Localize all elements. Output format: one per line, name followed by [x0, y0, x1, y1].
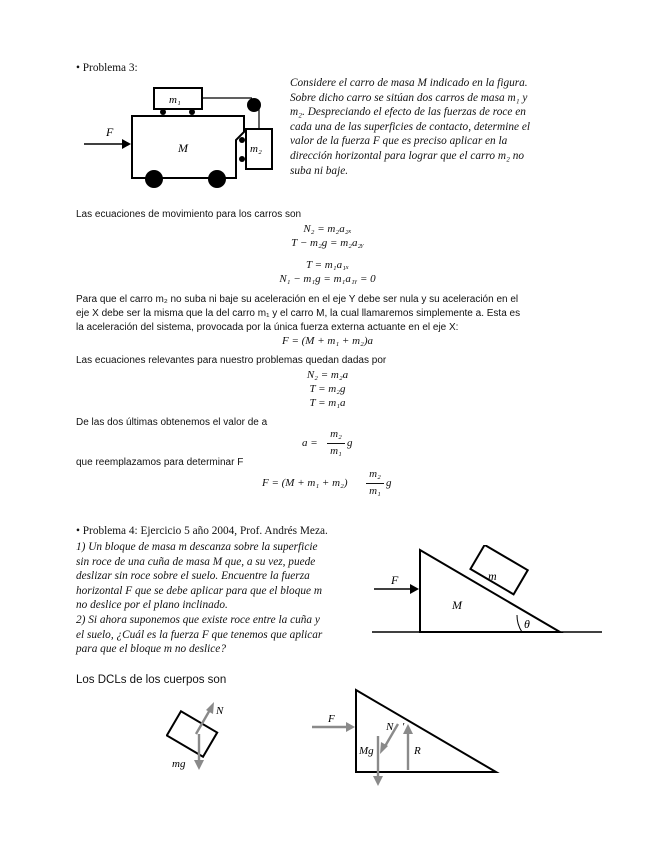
wheel-left — [145, 170, 163, 188]
cart-M-label: M — [178, 141, 188, 155]
dcl-wedge-force-arrowhead — [346, 722, 355, 732]
m2-wheel-bottom — [239, 156, 245, 162]
dcl-weight-label: mg⃗ — [172, 758, 194, 770]
replace-intro: que reemplazamos para determinar F — [76, 457, 244, 468]
wedge-figure — [372, 545, 604, 637]
equation-8: T = m₁a — [309, 397, 346, 409]
cart-m1-label: m₁ — [169, 94, 181, 106]
dcl-block — [167, 711, 217, 756]
equation-3: T = m₁a₁ₓ — [305, 259, 350, 271]
paragraph-line-3: la aceleración del sistema, provocada por la única fuerza externa actuante en el eje X: — [76, 322, 459, 333]
dcl-Mg-arrowhead — [373, 776, 383, 786]
equation-6: N₂ = m₂a — [306, 369, 349, 381]
cart-m2-label: m₂ — [250, 143, 262, 155]
equation-5: F = (M + m₁ + m₂)a — [281, 335, 373, 347]
equation-2: T − m₂g = m₂a₂ᵧ — [291, 237, 364, 249]
angle-theta-label: θ — [524, 617, 530, 631]
dcl-weight-arrowhead — [194, 760, 204, 770]
last-two-intro: De las dos últimas obtenemos el valor de a — [76, 417, 268, 428]
dcl-Mg-label: Mg⃗ — [359, 745, 383, 757]
equation-4: N₁ − m₁g = m₁a₁ᵧ = 0 — [279, 273, 376, 285]
equation-1: N₂ = m₂a₂ₓ — [303, 223, 352, 235]
wedge-force-arrowhead — [410, 584, 419, 594]
problem4-heading: • Problema 4: Ejercicio 5 año 2004, Prof. Andrés Meza. — [76, 525, 328, 537]
dcl-wedge-force-label: F — [328, 713, 335, 725]
dcl-heading: Los DCLs de los cuerpos son — [76, 674, 227, 686]
relevant-equations-intro: Las ecuaciones relevantes para nuestro problemas quedan dadas por — [76, 355, 387, 366]
dcl-R-label: R⃗ — [414, 745, 430, 757]
force-label: F⃗ — [106, 125, 123, 139]
problem3-statement: Considere el carro de masa M indicado en la figura. Sobre dicho carro se sitúan dos carros de masa m₁ y m₂. Despreciando el efecto de las fuerzas de roce en cada una de las superficies de contacto, determine el valor de la fuerza F que es preciso aplicar en la dirección horizontal para lograr que el carro m₂ no suba ni baje. — [290, 77, 530, 177]
dcl-block-figure — [166, 694, 236, 774]
problem3-heading: • Problema 3: — [76, 62, 138, 74]
cart-figure — [84, 84, 280, 196]
m1-wheel-left — [160, 109, 166, 115]
cart-M — [132, 116, 244, 178]
wheel-right — [208, 170, 226, 188]
wedge-M-label: M — [452, 598, 462, 612]
equation-9: a = m₂ m₁ g — [302, 428, 353, 457]
m1-wheel-right — [189, 109, 195, 115]
equation-7: T = m₂g — [309, 383, 346, 395]
force-arrowhead — [122, 139, 131, 149]
equation-10: F = (M + m₁ + m₂) m₂ m₁ g — [262, 468, 392, 497]
dcl-wedge-figure — [310, 686, 500, 788]
paragraph-line-2: eje X debe ser la misma que la del carro m₁ y el carro M, la cual llamaremos simplemente a. Esta es — [76, 308, 521, 319]
m2-wheel-top — [239, 137, 245, 143]
dcl-nprime-label: N⃗′ — [386, 721, 405, 733]
problem4-statement: 1) Un bloque de masa m descanza sobre la superficie sin roce de una cuña de masa M que, a su vez, puede deslizar sin roce sobre el suelo. Encuentre la fuerza horizontal F que se debe aplicar para que el bloque m no deslice por el plano inclinado. 2) Si ahora suponemos que existe roce entre la cuña y el suelo, ¿Cuál es la fuerza F que tenemos que aplicar para que el bloque m no deslice? — [76, 541, 323, 656]
wedge-force-label: F — [391, 573, 399, 587]
dcl-normal-label: N⃗ — [216, 705, 232, 717]
paragraph-line-1: Para que el carro m₂ no suba ni baje su aceleración en el eje Y debe ser nula y su aceleración en el — [76, 294, 519, 305]
equations-intro: Las ecuaciones de movimiento para los carros son — [76, 209, 302, 220]
block-m-label: m — [488, 569, 497, 583]
